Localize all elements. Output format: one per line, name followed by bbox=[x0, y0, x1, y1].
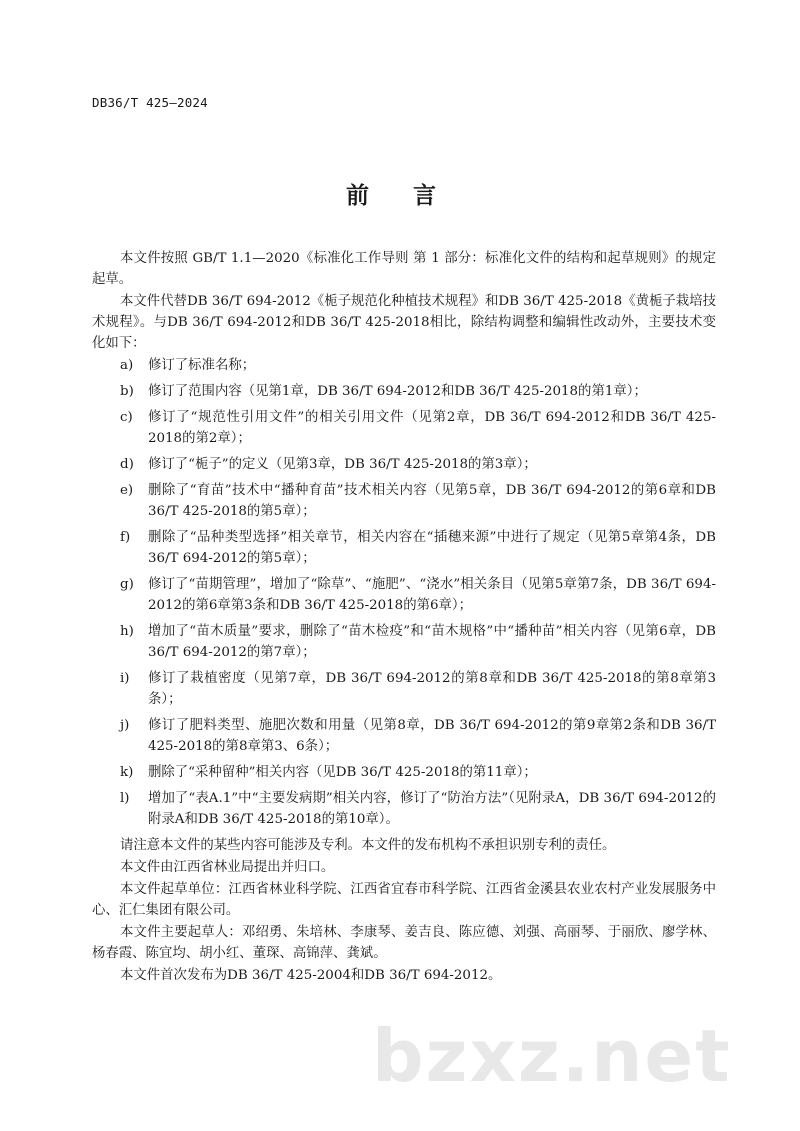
paragraph: 本文件主要起草人：邓绍勇、朱培林、李康琴、姜吉良、陈应德、刘强、高丽琴、于丽欣、廖学林、杨春霞、陈宜均、胡小红、董琛、高锦萍、龚斌。 bbox=[92, 925, 716, 961]
list-item bbox=[92, 788, 716, 830]
list-item bbox=[92, 574, 716, 616]
list-item bbox=[92, 355, 716, 376]
list-item-text: 修订了肥料类型、施肥次数和用量（见第8章，DB 36/T 694-2012的第9章第2条和DB 36/T 425-2018的第8章第3、6条）； bbox=[148, 718, 716, 754]
list-item-text: 修订了“苗期管理”，增加了“除草”、“施肥”、“浇水”相关条目（见第5章第7条，DB 36/T 694-2012的第6章第3条和DB 36/T 425-2018的第6章）； bbox=[148, 577, 716, 613]
list-marker: k) bbox=[120, 765, 134, 780]
list-item-text: 删除了“采种留种”相关内容（见DB 36/T 425-2018的第11章）； bbox=[148, 765, 537, 780]
list-item bbox=[92, 407, 716, 449]
list-marker: e) bbox=[120, 483, 134, 498]
list-marker: b) bbox=[120, 384, 134, 399]
list-item bbox=[92, 454, 716, 475]
list-item bbox=[92, 668, 716, 710]
list-item-text: 修订了标准名称； bbox=[148, 358, 256, 373]
paragraph: 本文件由江西省林业局提出并归口。 bbox=[120, 860, 335, 875]
list-marker: i) bbox=[120, 671, 130, 686]
list-item-text: 修订了“规范性引用文件”的相关引用文件（见第2章，DB 36/T 694-2012和DB 36/T 425-2018的第2章）； bbox=[148, 410, 716, 446]
page-title: 前 言 bbox=[345, 183, 454, 209]
list-item-text: 删除了“育苗”技术中“播种育苗”技术相关内容（见第5章，DB 36/T 694-2012的第6章和DB 36/T 425-2018的第5章）； bbox=[148, 483, 716, 519]
document-code: DB36/T 425—2024 bbox=[92, 95, 208, 110]
list-item bbox=[92, 715, 716, 757]
watermark: bzxz.net bbox=[372, 1014, 732, 1098]
list-item bbox=[92, 621, 716, 663]
list-marker: h) bbox=[120, 624, 134, 639]
list-marker: f) bbox=[120, 530, 131, 545]
paragraph: 本文件首次发布为DB 36/T 425-2004和DB 36/T 694-2012。 bbox=[120, 968, 502, 983]
list-item-text: 增加了“苗木质量”要求，删除了“苗木检疫”和“苗木规格”中“播种苗”相关内容（见第6章，DB 36/T 694-2012的第7章）； bbox=[148, 624, 716, 660]
list-item-text: 修订了栽植密度（见第7章，DB 36/T 694-2012的第8章和DB 36/T 425-2018的第8章第3条）； bbox=[148, 671, 716, 707]
list-item-text: 修订了范围内容（见第1章，DB 36/T 694-2012和DB 36/T 425-2018的第1章）； bbox=[148, 384, 647, 399]
list-item bbox=[92, 381, 716, 402]
list-marker: d) bbox=[120, 457, 134, 472]
list-marker: l) bbox=[120, 791, 130, 806]
list-marker: g) bbox=[120, 577, 134, 592]
list-item-text: 删除了“品种类型选择”相关章节，相关内容在“插穗来源”中进行了规定（见第5章第4条，DB 36/T 694-2012的第5章）； bbox=[148, 530, 716, 566]
list-item bbox=[92, 527, 716, 569]
list-marker: j) bbox=[120, 718, 130, 733]
paragraph: 本文件按照 GB/T 1.1—2020《标准化工作导则 第 1 部分：标准化文件的结构和起草规则》的规定起草。 bbox=[92, 251, 716, 287]
list-marker: a) bbox=[120, 358, 134, 373]
list-item bbox=[92, 762, 716, 783]
list-item bbox=[92, 480, 716, 522]
paragraph: 本文件代替DB 36/T 694-2012《栀子规范化种植技术规程》和DB 36/T 425-2018《黄栀子栽培技术规程》。与DB 36/T 694-2012和DB 36/T 425-2018相比，除结构调整和编辑性改动外，主要技术变化如下： bbox=[92, 294, 716, 351]
document-body bbox=[92, 248, 716, 987]
paragraph: 本文件起草单位：江西省林业科学院、江西省宜春市科学院、江西省金溪县农业农村产业发展服务中心、汇仁集团有限公司。 bbox=[92, 882, 716, 918]
list-item-text: 修订了“栀子”的定义（见第3章，DB 36/T 425-2018的第3章）； bbox=[148, 457, 537, 472]
list-marker: c) bbox=[120, 410, 133, 425]
list-item-text: 增加了“表A.1”中“主要发病期”相关内容，修订了“防治方法”（见附录A，DB 36/T 694-2012的附录A和DB 36/T 425-2018的第10章）。 bbox=[148, 791, 716, 827]
paragraph: 请注意本文件的某些内容可能涉及专利。本文件的发布机构不承担识别专利的责任。 bbox=[120, 838, 616, 853]
changes-list bbox=[92, 355, 716, 830]
